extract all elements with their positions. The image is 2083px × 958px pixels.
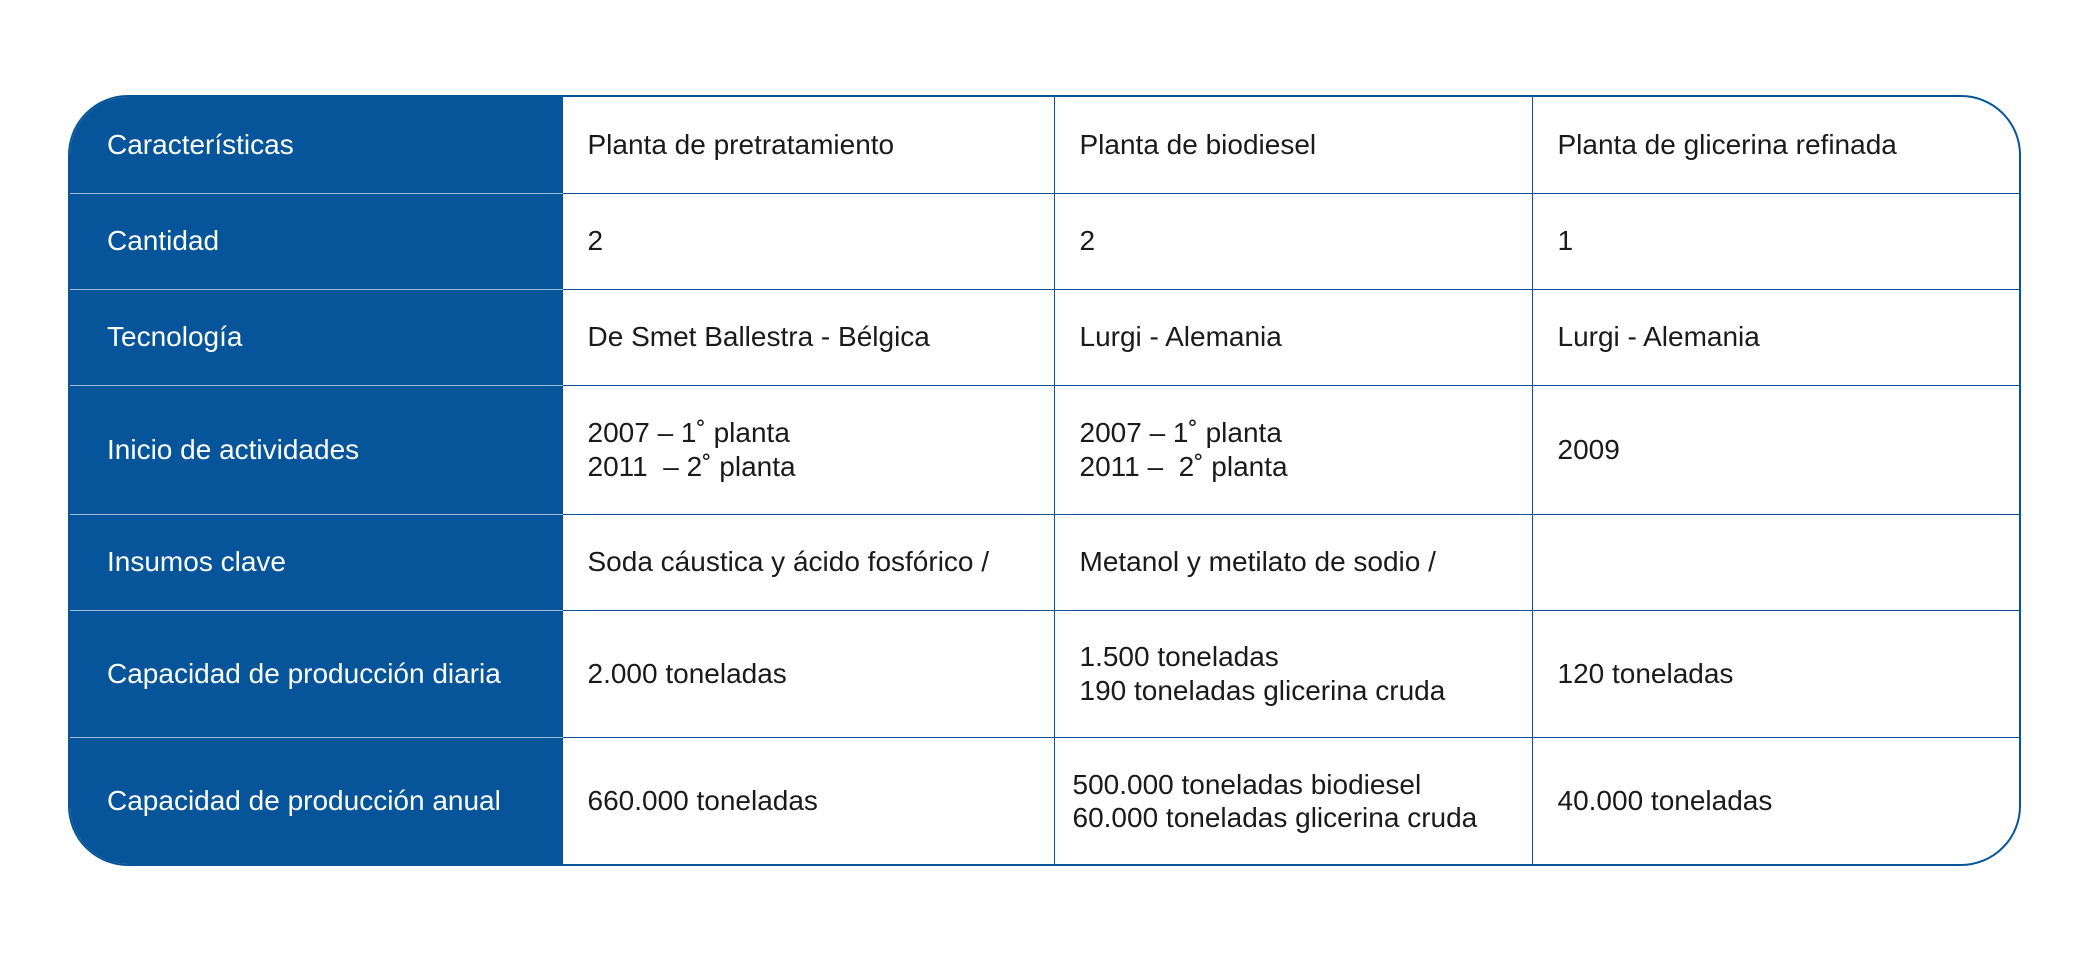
cell-line: Soda cáustica y ácido fosfórico /: [587, 546, 990, 578]
cell-line: 190 toneladas glicerina cruda: [1079, 674, 1446, 706]
row-label-key-inputs: Insumos clave: [70, 514, 562, 610]
row-label-technology: Tecnología: [70, 289, 562, 385]
table-cell: [562, 737, 1054, 864]
row-label-daily-capacity: Capacidad de producción diaria: [70, 610, 562, 737]
table-cell: [1532, 289, 2019, 385]
row-label-quantity: Cantidad: [70, 193, 562, 289]
table-row: [70, 514, 2019, 610]
cell-line: De Smet Ballestra - Bélgica: [587, 321, 930, 353]
table-cell: [562, 193, 1054, 289]
cell-line: 2011 – 2˚ planta: [1079, 450, 1288, 482]
table-cell: [1532, 610, 2019, 737]
cell-line: 2: [1079, 225, 1096, 257]
plants-table: [70, 97, 2019, 864]
cell-line: Metanol y metilato de sodio /: [1079, 546, 1436, 578]
table-header-row: [70, 97, 2019, 193]
table-cell: [1054, 385, 1532, 514]
table-cell: [1054, 289, 1532, 385]
table-row: [70, 289, 2019, 385]
cell-line: 2007 – 1˚ planta: [1079, 417, 1282, 449]
cell-line: 1.500 toneladas: [1079, 641, 1279, 673]
plants-table-container: [68, 95, 2021, 866]
table-cell: [1532, 385, 2019, 514]
table-cell: [562, 385, 1054, 514]
cell-line: 60.000 toneladas glicerina cruda: [1072, 801, 1478, 833]
cell-line: 2007 – 1˚ planta: [587, 417, 790, 449]
table-row: [70, 737, 2019, 864]
table-cell: [1054, 193, 1532, 289]
table-cell: [1054, 610, 1532, 737]
cell-line: 2011 – 2˚ planta: [587, 450, 796, 482]
cell-line: 40.000 toneladas: [1557, 785, 1773, 817]
header-refined-glycerin-plant: Planta de glicerina refinada: [1532, 97, 2019, 193]
cell-line: 2: [587, 225, 604, 257]
table-cell: [1532, 193, 2019, 289]
cell-line: Lurgi - Alemania: [1079, 321, 1282, 353]
cell-line: 120 toneladas: [1557, 657, 1734, 689]
header-biodiesel-plant: Planta de biodiesel: [1054, 97, 1532, 193]
row-label-start-of-activities: Inicio de actividades: [70, 385, 562, 514]
table-cell: [1054, 737, 1532, 864]
table-row: [70, 385, 2019, 514]
cell-line: Lurgi - Alemania: [1557, 321, 1760, 353]
header-pretreatment-plant: Planta de pretratamiento: [562, 97, 1054, 193]
table-cell: [1532, 737, 2019, 864]
cell-line: 660.000 toneladas: [587, 785, 818, 817]
table-cell: [1532, 514, 2019, 610]
cell-line: 500.000 toneladas biodiesel: [1072, 768, 1422, 800]
row-label-annual-capacity: Capacidad de producción anual: [70, 737, 562, 864]
cell-line: 2.000 toneladas: [587, 657, 787, 689]
cell-line: 1: [1557, 225, 1574, 257]
table-cell: [1054, 514, 1532, 610]
table-cell: [562, 289, 1054, 385]
header-characteristics: Características: [70, 97, 562, 193]
table-cell: [562, 514, 1054, 610]
table-cell: [562, 610, 1054, 737]
table-row: [70, 610, 2019, 737]
cell-line: 2009: [1557, 433, 1620, 465]
table-row: [70, 193, 2019, 289]
